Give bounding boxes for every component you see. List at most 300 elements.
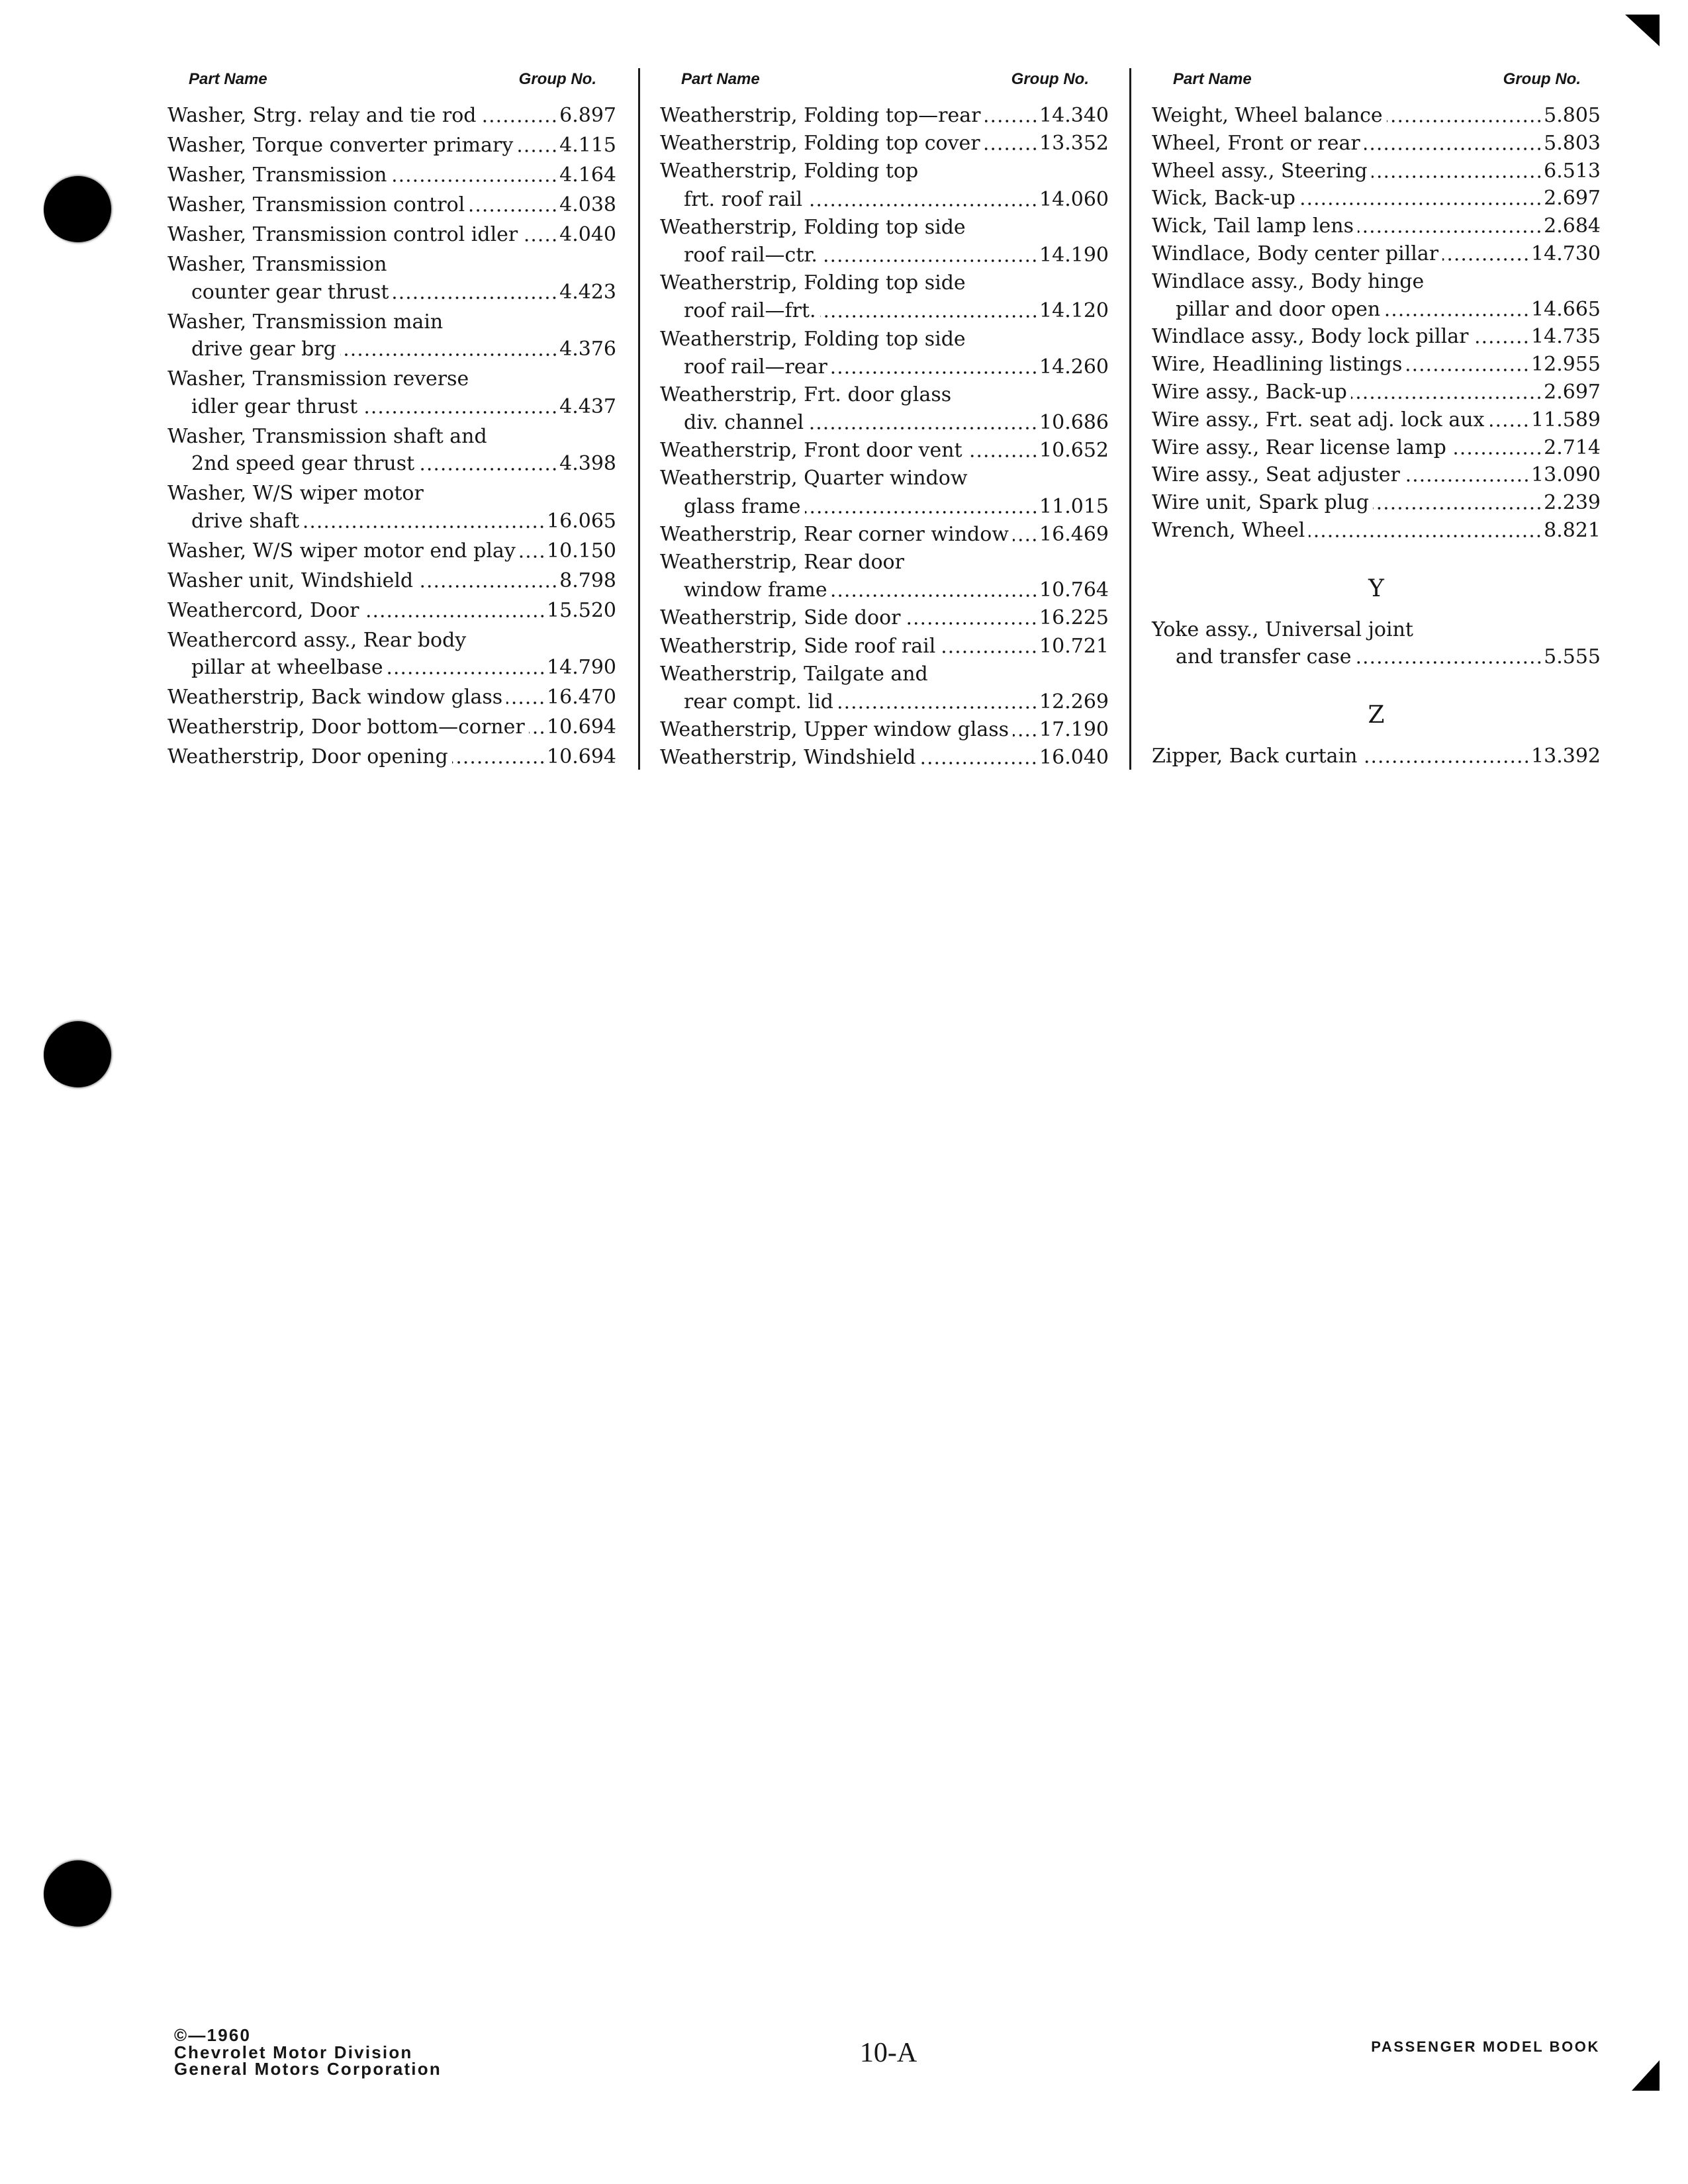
entry-line — [167, 537, 616, 565]
part-name-header: Part Name — [189, 70, 267, 88]
part-name: Wire assy., Frt. seat adj. lock aux — [1152, 408, 1485, 432]
part-name: Wick, Tail lamp lens — [1152, 214, 1354, 238]
part-name: Weatherstrip, Folding top side — [660, 215, 966, 239]
entry-list — [1152, 102, 1601, 770]
dot-leader — [1309, 517, 1542, 545]
part-name: counter gear thrust — [191, 280, 389, 304]
part-name: Weight, Wheel balance — [1152, 104, 1383, 127]
part-name: Zipper, Back curtain — [1152, 744, 1358, 768]
entry-line — [660, 102, 1109, 130]
part-name: drive gear brg — [191, 338, 336, 361]
part-name: Wire assy., Back-up — [1152, 380, 1347, 404]
entry-line — [660, 326, 1109, 353]
entry-line — [1152, 434, 1601, 462]
entry-line — [1152, 323, 1601, 351]
group-number: 16.065 — [547, 509, 616, 533]
part-name: Windlace, Body center pillar — [1152, 242, 1439, 265]
index-entry — [167, 480, 616, 535]
group-number: 2.684 — [1544, 214, 1601, 238]
group-number: 14.340 — [1039, 104, 1109, 127]
group-number: 4.040 — [559, 222, 616, 246]
group-number: 4.376 — [559, 338, 616, 361]
dot-leader — [1488, 406, 1530, 434]
index-column-1 — [167, 71, 616, 771]
index-entry — [167, 713, 616, 741]
part-name: Weatherstrip, Folding top cover — [660, 132, 980, 156]
group-no-header: Group No. — [1011, 70, 1089, 88]
part-name: Weatherstrip, Rear door — [660, 551, 904, 574]
part-name: Weatherstrip, Folding top — [660, 159, 919, 183]
index-column-3 — [1152, 71, 1601, 770]
index-entry — [1152, 616, 1601, 672]
part-name: Weatherstrip, Side door — [660, 606, 901, 630]
group-number: 4.038 — [559, 193, 616, 216]
part-name: Wire assy., Seat adjuster — [1152, 463, 1400, 487]
index-entry — [1152, 212, 1601, 240]
part-name: Weatherstrip, Windshield — [660, 746, 916, 770]
group-number: 4.115 — [559, 133, 616, 157]
entry-line — [660, 660, 1109, 688]
part-name: Yoke assy., Universal joint — [1152, 617, 1413, 641]
entry-line — [1152, 406, 1601, 434]
entry-line — [1152, 351, 1601, 379]
dot-leader — [1384, 296, 1530, 324]
index-entry — [167, 132, 616, 159]
index-entry — [1152, 240, 1601, 268]
part-name: Washer, W/S wiper motor — [167, 482, 424, 506]
group-number: 5.803 — [1544, 131, 1601, 155]
part-name: drive shaft — [191, 509, 300, 533]
punch-hole — [45, 1021, 111, 1087]
index-column-2 — [660, 71, 1109, 772]
part-name: Wrench, Wheel — [1152, 518, 1305, 542]
index-entry — [167, 627, 616, 682]
part-name: Washer, Transmission — [167, 252, 387, 276]
group-number: 8.798 — [559, 569, 616, 592]
dot-leader — [820, 297, 1038, 325]
dot-leader — [1450, 434, 1542, 462]
part-name: Weatherstrip, Upper window glass — [660, 718, 1009, 742]
index-entry — [1152, 517, 1601, 545]
dot-leader — [1387, 102, 1542, 130]
entry-continuation-line — [660, 688, 1109, 716]
entry-line — [660, 130, 1109, 158]
entry-line — [660, 716, 1109, 744]
index-entry — [1152, 130, 1601, 158]
group-number: 16.469 — [1039, 522, 1109, 546]
group-number: 5.555 — [1544, 645, 1601, 669]
dot-leader — [806, 186, 1038, 214]
part-name: Washer, Transmission main — [167, 310, 444, 334]
dot-leader — [417, 567, 558, 595]
part-name: Washer, W/S wiper motor end play — [167, 539, 516, 563]
entry-continuation-line — [660, 353, 1109, 381]
column-rule — [1129, 68, 1131, 770]
part-name: Weatherstrip, Rear corner window — [660, 522, 1009, 546]
entry-line — [1152, 461, 1601, 489]
group-number: 2.714 — [1544, 435, 1601, 459]
dot-leader — [821, 242, 1038, 269]
group-number: 11.589 — [1531, 408, 1601, 432]
dot-leader — [1406, 351, 1530, 379]
part-name: Washer, Transmission control idler — [167, 222, 518, 246]
group-number: 14.190 — [1039, 243, 1109, 267]
group-number: 14.665 — [1531, 297, 1601, 321]
index-entry — [660, 465, 1109, 520]
corporation-line: General Motors Corporation — [174, 2059, 442, 2079]
letter-heading: Z — [1368, 702, 1385, 729]
group-number: 10.652 — [1039, 439, 1109, 463]
dot-leader — [808, 409, 1038, 437]
index-entry — [167, 743, 616, 771]
group-number: 10.721 — [1039, 634, 1109, 658]
entry-line — [167, 221, 616, 249]
entry-line — [167, 308, 616, 336]
division-line: Chevrolet Motor Division — [174, 2042, 413, 2062]
group-number: 11.015 — [1039, 494, 1109, 518]
dot-leader — [520, 537, 545, 565]
part-name-header: Part Name — [681, 70, 760, 88]
entry-continuation-line — [167, 654, 616, 682]
corner-register-mark-top-right — [1625, 15, 1660, 46]
index-entry — [660, 521, 1109, 549]
letter-heading: Y — [1368, 574, 1384, 602]
dot-leader — [1362, 743, 1530, 770]
entry-line — [660, 633, 1109, 660]
part-name: pillar at wheelbase — [191, 656, 383, 680]
part-name: roof rail—ctr. — [684, 243, 818, 267]
entry-line — [167, 743, 616, 771]
part-name-header: Part Name — [1173, 70, 1252, 88]
dot-leader — [805, 493, 1038, 521]
index-entry — [1152, 489, 1601, 517]
index-entry — [660, 716, 1109, 744]
dot-leader — [985, 102, 1039, 130]
index-entry — [660, 214, 1109, 269]
index-entry — [660, 549, 1109, 604]
group-number: 2.697 — [1544, 187, 1601, 210]
group-number: 13.392 — [1531, 744, 1601, 768]
group-number: 14.060 — [1039, 187, 1109, 211]
index-entry — [1152, 185, 1601, 212]
column-header — [167, 71, 616, 88]
part-name: Washer, Strg. relay and tie rod — [167, 104, 477, 127]
part-name: Wheel, Front or rear — [1152, 131, 1360, 155]
part-name: rear compt. lid — [684, 690, 833, 713]
entry-continuation-line — [660, 493, 1109, 521]
entry-line — [167, 161, 616, 189]
entry-continuation-line — [167, 279, 616, 306]
part-name: Weatherstrip, Folding top side — [660, 327, 966, 351]
group-number: 12.269 — [1039, 690, 1109, 713]
group-number: 16.470 — [547, 686, 616, 709]
group-number: 15.520 — [547, 598, 616, 622]
dot-leader — [1372, 158, 1542, 185]
column-header — [660, 71, 1109, 88]
index-entry — [1152, 461, 1601, 489]
group-number: 16.225 — [1039, 606, 1109, 630]
entry-line — [167, 191, 616, 219]
index-entry — [1152, 102, 1601, 130]
entry-continuation-line — [660, 409, 1109, 437]
index-entry — [167, 684, 616, 711]
dot-leader — [831, 576, 1038, 604]
group-number: 10.150 — [547, 539, 616, 563]
dot-leader — [1299, 185, 1542, 212]
group-number: 14.120 — [1039, 299, 1109, 323]
entry-line — [1152, 102, 1601, 130]
dot-leader — [1013, 521, 1038, 549]
dot-leader — [469, 191, 558, 219]
dot-leader — [480, 102, 558, 130]
part-name: div. channel — [684, 411, 804, 435]
entry-line — [167, 627, 616, 655]
index-entry — [660, 269, 1109, 325]
part-name: Wick, Back-up — [1152, 187, 1296, 210]
index-entry — [660, 660, 1109, 716]
entry-continuation-line — [1152, 643, 1601, 671]
entry-line — [1152, 185, 1601, 212]
group-number: 14.730 — [1531, 242, 1601, 265]
dot-leader — [1356, 643, 1543, 671]
dot-leader — [506, 684, 545, 711]
part-name: Weatherstrip, Side roof rail — [660, 634, 936, 658]
entry-continuation-line — [167, 393, 616, 421]
dot-leader — [1351, 379, 1542, 406]
part-name: Wire unit, Spark plug — [1152, 491, 1369, 515]
entry-line — [167, 480, 616, 508]
index-entry — [660, 158, 1109, 213]
entry-line — [660, 214, 1109, 242]
entry-line — [167, 102, 616, 130]
part-name: Washer, Transmission control — [167, 193, 465, 216]
index-entry — [1152, 323, 1601, 351]
group-number: 13.090 — [1531, 463, 1601, 487]
part-name: and transfer case — [1176, 645, 1352, 669]
dot-leader — [387, 654, 545, 682]
entry-line — [167, 251, 616, 279]
group-number: 12.955 — [1531, 353, 1601, 377]
dot-leader — [517, 132, 558, 159]
entry-line — [660, 269, 1109, 297]
part-name: roof rail—rear — [684, 355, 827, 379]
index-entry — [1152, 268, 1601, 324]
dot-leader — [1472, 323, 1530, 351]
part-name: Weatherstrip, Front door vent — [660, 439, 962, 463]
part-name: Washer, Transmission shaft and — [167, 424, 487, 448]
copyright-line: ©—1960 — [174, 2025, 252, 2045]
entry-line — [167, 567, 616, 595]
index-entry — [660, 437, 1109, 465]
index-entry — [167, 567, 616, 595]
entry-list — [167, 102, 616, 771]
index-entry — [660, 130, 1109, 158]
index-entry — [1152, 743, 1601, 770]
entry-line — [660, 381, 1109, 409]
entry-line — [167, 684, 616, 711]
group-number: 8.821 — [1544, 518, 1601, 542]
part-name: Weathercord assy., Rear body — [167, 628, 467, 652]
part-name: idler gear thrust — [191, 394, 358, 418]
index-entry — [1152, 406, 1601, 434]
dot-leader — [418, 450, 558, 478]
index-entry — [167, 102, 616, 130]
group-number: 14.260 — [1039, 355, 1109, 379]
index-entry — [167, 537, 616, 565]
punch-hole — [45, 176, 111, 242]
index-entry — [1152, 158, 1601, 185]
publisher-block — [174, 2027, 442, 2078]
entry-line — [167, 713, 616, 741]
part-name: Washer, Torque converter primary — [167, 133, 514, 157]
entry-line — [1152, 130, 1601, 158]
corner-register-mark-bottom-right — [1632, 2060, 1660, 2091]
part-name: Weatherstrip, Quarter window — [660, 467, 968, 490]
entry-line — [1152, 743, 1601, 770]
dot-leader — [393, 279, 558, 306]
group-number: 5.805 — [1544, 104, 1601, 127]
part-name: Weatherstrip, Tailgate and — [660, 662, 928, 686]
entry-continuation-line — [660, 186, 1109, 214]
dot-leader — [1442, 240, 1530, 268]
dot-leader — [303, 508, 545, 535]
part-name: roof rail—frt. — [684, 299, 816, 323]
part-name: frt. roof rail — [684, 187, 803, 211]
group-number: 16.040 — [1039, 746, 1109, 770]
group-number: 6.513 — [1544, 159, 1601, 183]
entry-line — [1152, 517, 1601, 545]
entry-line — [1152, 158, 1601, 185]
group-number: 2.239 — [1544, 491, 1601, 515]
group-number: 4.398 — [559, 452, 616, 476]
group-number: 4.423 — [559, 280, 616, 304]
index-entry — [660, 633, 1109, 660]
group-number: 14.735 — [1531, 325, 1601, 349]
entry-line — [1152, 616, 1601, 644]
dot-leader — [363, 597, 546, 625]
index-entry — [167, 423, 616, 478]
dot-leader — [391, 161, 558, 189]
entry-continuation-line — [1152, 296, 1601, 324]
part-name: glass frame — [684, 494, 801, 518]
entry-line — [660, 437, 1109, 465]
entry-line — [660, 549, 1109, 576]
dot-leader — [361, 393, 558, 421]
entry-line — [1152, 379, 1601, 406]
part-name: Weatherstrip, Folding top—rear — [660, 104, 981, 127]
entry-continuation-line — [660, 576, 1109, 604]
index-entry — [167, 365, 616, 420]
group-no-header: Group No. — [518, 70, 596, 88]
book-title: PASSENGER MODEL BOOK — [1371, 2038, 1600, 2055]
column-header — [1152, 71, 1601, 88]
dot-leader — [1373, 489, 1542, 517]
part-name: pillar and door open — [1176, 297, 1381, 321]
index-entry — [167, 161, 616, 189]
part-name: 2nd speed gear thrust — [191, 452, 415, 476]
part-name: Washer, Transmission reverse — [167, 367, 469, 391]
group-number: 13.352 — [1039, 132, 1109, 156]
index-entry — [660, 744, 1109, 772]
group-number: 4.164 — [559, 163, 616, 187]
part-name: Washer, Transmission — [167, 163, 387, 187]
entry-line — [167, 132, 616, 159]
group-number: 10.764 — [1039, 578, 1109, 602]
index-entry — [167, 191, 616, 219]
entry-line — [1152, 489, 1601, 517]
dot-leader — [919, 744, 1038, 772]
group-number: 2.697 — [1544, 380, 1601, 404]
index-entry — [660, 381, 1109, 437]
entry-line — [167, 365, 616, 393]
dot-leader — [837, 688, 1038, 716]
part-name: Weatherstrip, Back window glass — [167, 686, 503, 709]
part-name: Weathercord, Door — [167, 598, 359, 622]
group-number: 10.694 — [547, 715, 616, 739]
dot-leader — [1358, 212, 1542, 240]
group-number: 17.190 — [1039, 718, 1109, 742]
entry-continuation-line — [660, 242, 1109, 269]
part-name: Wire, Headlining listings — [1152, 353, 1403, 377]
entry-line — [1152, 212, 1601, 240]
dot-leader — [984, 130, 1038, 158]
dot-leader — [452, 743, 545, 771]
index-entry — [660, 326, 1109, 381]
index-entry — [660, 604, 1109, 632]
index-entry — [1152, 351, 1601, 379]
index-entry — [167, 251, 616, 306]
part-name: Weatherstrip, Folding top side — [660, 271, 966, 295]
dot-leader — [831, 353, 1038, 381]
group-no-header: Group No. — [1503, 70, 1581, 88]
index-entry — [167, 221, 616, 249]
part-name: Wheel assy., Steering — [1152, 159, 1368, 183]
dot-leader — [966, 437, 1038, 465]
punch-hole — [45, 1860, 111, 1927]
part-name: Weatherstrip, Door opening — [167, 745, 448, 769]
part-name: Windlace assy., Body lock pillar — [1152, 325, 1469, 349]
index-entry — [1152, 434, 1601, 462]
dot-leader — [529, 713, 545, 741]
entry-line — [1152, 268, 1601, 296]
entry-continuation-line — [660, 297, 1109, 325]
index-entry — [167, 597, 616, 625]
dot-leader — [904, 604, 1038, 632]
entry-list — [660, 102, 1109, 772]
dot-leader — [1013, 716, 1038, 744]
entry-line — [660, 744, 1109, 772]
entry-continuation-line — [167, 450, 616, 478]
entry-continuation-line — [167, 336, 616, 363]
dot-leader — [340, 336, 558, 363]
part-name: Wire assy., Rear license lamp — [1152, 435, 1446, 459]
entry-line — [660, 604, 1109, 632]
index-entry — [1152, 379, 1601, 406]
index-entry — [660, 102, 1109, 130]
group-number: 10.686 — [1039, 411, 1109, 435]
group-number: 10.694 — [547, 745, 616, 769]
part-name: Washer unit, Windshield — [167, 569, 414, 592]
part-name: Weatherstrip, Frt. door glass — [660, 383, 952, 406]
group-number: 6.897 — [559, 104, 616, 127]
entry-line — [660, 465, 1109, 492]
dot-leader — [939, 633, 1038, 660]
dot-leader — [522, 221, 558, 249]
part-name: Windlace assy., Body hinge — [1152, 269, 1425, 293]
dot-leader — [1404, 461, 1530, 489]
entry-continuation-line — [167, 508, 616, 535]
part-name: window frame — [684, 578, 827, 602]
